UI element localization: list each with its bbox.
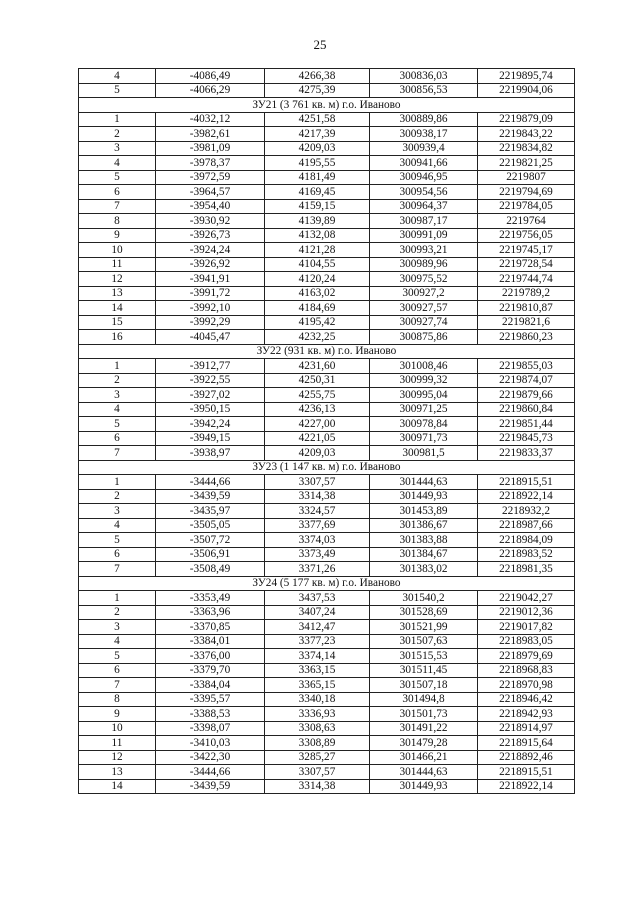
table-row <box>79 112 575 127</box>
y-local-cell: 3285,27 <box>265 750 370 765</box>
y-msk-cell: 2219895,74 <box>478 69 575 84</box>
point-number-cell: 9 <box>79 707 156 722</box>
point-number-cell: 7 <box>79 199 156 214</box>
x-local-cell: -3978,37 <box>156 156 265 171</box>
y-msk-cell: 2218987,66 <box>478 518 575 533</box>
point-number-cell: 4 <box>79 634 156 649</box>
table-row <box>79 185 575 200</box>
y-msk-cell: 2219821,6 <box>478 315 575 330</box>
y-msk-cell: 2219756,05 <box>478 228 575 243</box>
x-local-cell: -3926,92 <box>156 257 265 272</box>
page-number: 25 <box>313 37 327 52</box>
x-msk-cell: 300971,73 <box>370 431 478 446</box>
table-row <box>79 127 575 142</box>
y-local-cell: 4139,89 <box>265 214 370 229</box>
x-local-cell: -3422,30 <box>156 750 265 765</box>
point-number-cell: 6 <box>79 431 156 446</box>
x-local-cell: -3938,97 <box>156 446 265 461</box>
point-number-cell: 10 <box>79 243 156 258</box>
section-header: ЗУ24 (5 177 кв. м) г.о. Иваново <box>79 576 575 591</box>
coordinates-table <box>78 68 575 794</box>
y-msk-cell: 2219845,73 <box>478 431 575 446</box>
point-number-cell: 16 <box>79 330 156 345</box>
point-number-cell: 1 <box>79 359 156 374</box>
y-local-cell: 3307,57 <box>265 475 370 490</box>
x-msk-cell: 300875,86 <box>370 330 478 345</box>
table-row <box>79 315 575 330</box>
x-local-cell: -3981,09 <box>156 141 265 156</box>
x-local-cell: -3398,07 <box>156 721 265 736</box>
y-local-cell: 4266,38 <box>265 69 370 84</box>
x-local-cell: -3379,70 <box>156 663 265 678</box>
x-local-cell: -3384,04 <box>156 678 265 693</box>
point-number-cell: 8 <box>79 692 156 707</box>
y-local-cell: 3374,14 <box>265 649 370 664</box>
y-msk-cell: 2218915,64 <box>478 736 575 751</box>
y-local-cell: 4209,03 <box>265 446 370 461</box>
coordinates-table-body <box>79 69 575 794</box>
point-number-cell: 2 <box>79 127 156 142</box>
x-msk-cell: 300971,25 <box>370 402 478 417</box>
x-local-cell: -3508,49 <box>156 562 265 577</box>
x-msk-cell: 300927,2 <box>370 286 478 301</box>
table-row <box>79 431 575 446</box>
y-msk-cell: 2218970,98 <box>478 678 575 693</box>
table-row <box>79 257 575 272</box>
point-number-cell: 5 <box>79 170 156 185</box>
x-msk-cell: 300938,17 <box>370 127 478 142</box>
point-number-cell: 1 <box>79 591 156 606</box>
x-local-cell: -3384,01 <box>156 634 265 649</box>
x-msk-cell: 300836,03 <box>370 69 478 84</box>
point-number-cell: 6 <box>79 547 156 562</box>
x-local-cell: -4086,49 <box>156 69 265 84</box>
table-row <box>79 83 575 98</box>
y-local-cell: 3377,23 <box>265 634 370 649</box>
point-number-cell: 7 <box>79 678 156 693</box>
y-msk-cell: 2219860,84 <box>478 402 575 417</box>
point-number-cell: 12 <box>79 272 156 287</box>
y-local-cell: 4195,42 <box>265 315 370 330</box>
y-local-cell: 4236,13 <box>265 402 370 417</box>
x-local-cell: -3439,59 <box>156 779 265 794</box>
y-local-cell: 4255,75 <box>265 388 370 403</box>
x-local-cell: -3370,85 <box>156 620 265 635</box>
point-number-cell: 6 <box>79 185 156 200</box>
y-msk-cell: 2219042,27 <box>478 591 575 606</box>
x-msk-cell: 301383,88 <box>370 533 478 548</box>
table-row <box>79 547 575 562</box>
y-local-cell: 4163,02 <box>265 286 370 301</box>
x-local-cell: -4045,47 <box>156 330 265 345</box>
x-local-cell: -3924,24 <box>156 243 265 258</box>
table-row <box>79 721 575 736</box>
point-number-cell: 4 <box>79 518 156 533</box>
x-local-cell: -3992,29 <box>156 315 265 330</box>
table-row <box>79 620 575 635</box>
section-header: ЗУ21 (3 761 кв. м) г.о. Иваново <box>79 98 575 113</box>
y-local-cell: 3308,89 <box>265 736 370 751</box>
y-local-cell: 3371,26 <box>265 562 370 577</box>
x-msk-cell: 301449,93 <box>370 779 478 794</box>
x-local-cell: -3926,73 <box>156 228 265 243</box>
x-local-cell: -3982,61 <box>156 127 265 142</box>
y-local-cell: 3336,93 <box>265 707 370 722</box>
x-msk-cell: 300941,66 <box>370 156 478 171</box>
table-row <box>79 228 575 243</box>
y-msk-cell: 2219904,06 <box>478 83 575 98</box>
y-local-cell: 4184,69 <box>265 301 370 316</box>
x-local-cell: -3991,72 <box>156 286 265 301</box>
x-msk-cell: 300978,84 <box>370 417 478 432</box>
y-msk-cell: 2218979,69 <box>478 649 575 664</box>
y-msk-cell: 2218932,2 <box>478 504 575 519</box>
y-local-cell: 4232,25 <box>265 330 370 345</box>
y-msk-cell: 2219879,66 <box>478 388 575 403</box>
x-msk-cell: 301540,2 <box>370 591 478 606</box>
x-msk-cell: 300975,52 <box>370 272 478 287</box>
y-local-cell: 4195,55 <box>265 156 370 171</box>
section-header: ЗУ23 (1 147 кв. м) г.о. Иваново <box>79 460 575 475</box>
section-header-row <box>79 460 575 475</box>
point-number-cell: 3 <box>79 504 156 519</box>
y-local-cell: 4251,58 <box>265 112 370 127</box>
y-local-cell: 3324,57 <box>265 504 370 519</box>
x-local-cell: -3930,92 <box>156 214 265 229</box>
y-local-cell: 4169,45 <box>265 185 370 200</box>
x-msk-cell: 301444,63 <box>370 765 478 780</box>
x-msk-cell: 301507,18 <box>370 678 478 693</box>
point-number-cell: 3 <box>79 141 156 156</box>
y-msk-cell: 2219851,44 <box>478 417 575 432</box>
x-local-cell: -3410,03 <box>156 736 265 751</box>
x-msk-cell: 301444,63 <box>370 475 478 490</box>
point-number-cell: 5 <box>79 533 156 548</box>
y-local-cell: 3377,69 <box>265 518 370 533</box>
y-msk-cell: 2219764 <box>478 214 575 229</box>
y-msk-cell: 2218922,14 <box>478 779 575 794</box>
y-msk-cell: 2219744,74 <box>478 272 575 287</box>
point-number-cell: 14 <box>79 779 156 794</box>
x-msk-cell: 301449,93 <box>370 489 478 504</box>
x-msk-cell: 300991,09 <box>370 228 478 243</box>
y-local-cell: 4275,39 <box>265 83 370 98</box>
point-number-cell: 13 <box>79 765 156 780</box>
y-local-cell: 3365,15 <box>265 678 370 693</box>
y-msk-cell: 2218914,97 <box>478 721 575 736</box>
y-local-cell: 4132,08 <box>265 228 370 243</box>
y-msk-cell: 2218984,09 <box>478 533 575 548</box>
x-msk-cell: 301511,45 <box>370 663 478 678</box>
point-number-cell: 9 <box>79 228 156 243</box>
table-row <box>79 243 575 258</box>
y-local-cell: 4209,03 <box>265 141 370 156</box>
table-row <box>79 736 575 751</box>
x-local-cell: -3927,02 <box>156 388 265 403</box>
point-number-cell: 15 <box>79 315 156 330</box>
y-msk-cell: 2219745,17 <box>478 243 575 258</box>
x-msk-cell: 301466,21 <box>370 750 478 765</box>
x-msk-cell: 301494,8 <box>370 692 478 707</box>
x-local-cell: -3388,53 <box>156 707 265 722</box>
y-msk-cell: 2219789,2 <box>478 286 575 301</box>
x-local-cell: -3922,55 <box>156 373 265 388</box>
x-local-cell: -3435,97 <box>156 504 265 519</box>
y-msk-cell: 2219807 <box>478 170 575 185</box>
x-local-cell: -3395,57 <box>156 692 265 707</box>
y-msk-cell: 2218922,14 <box>478 489 575 504</box>
table-row <box>79 199 575 214</box>
x-msk-cell: 301521,99 <box>370 620 478 635</box>
table-row <box>79 692 575 707</box>
x-local-cell: -3505,05 <box>156 518 265 533</box>
x-local-cell: -3912,77 <box>156 359 265 374</box>
section-header-row <box>79 98 575 113</box>
x-msk-cell: 301453,89 <box>370 504 478 519</box>
y-msk-cell: 2218915,51 <box>478 765 575 780</box>
point-number-cell: 13 <box>79 286 156 301</box>
y-local-cell: 3314,38 <box>265 779 370 794</box>
y-msk-cell: 2219794,69 <box>478 185 575 200</box>
x-local-cell: -3507,72 <box>156 533 265 548</box>
table-row <box>79 504 575 519</box>
point-number-cell: 5 <box>79 649 156 664</box>
y-local-cell: 4181,49 <box>265 170 370 185</box>
y-msk-cell: 2219843,22 <box>478 127 575 142</box>
y-local-cell: 4104,55 <box>265 257 370 272</box>
table-row <box>79 634 575 649</box>
y-local-cell: 3374,03 <box>265 533 370 548</box>
x-msk-cell: 300981,5 <box>370 446 478 461</box>
y-local-cell: 3407,24 <box>265 605 370 620</box>
y-local-cell: 3437,53 <box>265 591 370 606</box>
table-row <box>79 402 575 417</box>
table-row <box>79 533 575 548</box>
point-number-cell: 12 <box>79 750 156 765</box>
x-local-cell: -3363,96 <box>156 605 265 620</box>
y-msk-cell: 2219860,23 <box>478 330 575 345</box>
x-msk-cell: 301528,69 <box>370 605 478 620</box>
x-msk-cell: 301383,02 <box>370 562 478 577</box>
y-msk-cell: 2218946,42 <box>478 692 575 707</box>
point-number-cell: 1 <box>79 475 156 490</box>
table-row <box>79 446 575 461</box>
table-row <box>79 417 575 432</box>
x-local-cell: -3949,15 <box>156 431 265 446</box>
x-local-cell: -3950,15 <box>156 402 265 417</box>
x-local-cell: -3444,66 <box>156 475 265 490</box>
y-msk-cell: 2219821,25 <box>478 156 575 171</box>
table-row <box>79 214 575 229</box>
table-row <box>79 330 575 345</box>
x-msk-cell: 301384,67 <box>370 547 478 562</box>
x-msk-cell: 300946,95 <box>370 170 478 185</box>
y-msk-cell: 2219855,03 <box>478 359 575 374</box>
x-msk-cell: 300927,57 <box>370 301 478 316</box>
table-row <box>79 156 575 171</box>
x-msk-cell: 300939,4 <box>370 141 478 156</box>
y-msk-cell: 2218915,51 <box>478 475 575 490</box>
point-number-cell: 7 <box>79 562 156 577</box>
x-msk-cell: 300987,17 <box>370 214 478 229</box>
x-local-cell: -3506,91 <box>156 547 265 562</box>
y-msk-cell: 2218892,46 <box>478 750 575 765</box>
y-msk-cell: 2219012,36 <box>478 605 575 620</box>
point-number-cell: 8 <box>79 214 156 229</box>
x-msk-cell: 300989,96 <box>370 257 478 272</box>
table-row <box>79 707 575 722</box>
y-msk-cell: 2218968,83 <box>478 663 575 678</box>
table-row <box>79 750 575 765</box>
x-local-cell: -3942,24 <box>156 417 265 432</box>
y-local-cell: 4159,15 <box>265 199 370 214</box>
x-msk-cell: 301008,46 <box>370 359 478 374</box>
table-row <box>79 141 575 156</box>
point-number-cell: 7 <box>79 446 156 461</box>
y-local-cell: 3308,63 <box>265 721 370 736</box>
point-number-cell: 2 <box>79 373 156 388</box>
table-row <box>79 388 575 403</box>
point-number-cell: 1 <box>79 112 156 127</box>
section-header-row <box>79 344 575 359</box>
point-number-cell: 11 <box>79 736 156 751</box>
y-msk-cell: 2218983,52 <box>478 547 575 562</box>
table-row <box>79 489 575 504</box>
y-msk-cell: 2219879,09 <box>478 112 575 127</box>
x-msk-cell: 301491,22 <box>370 721 478 736</box>
y-msk-cell: 2219833,37 <box>478 446 575 461</box>
x-local-cell: -3444,66 <box>156 765 265 780</box>
x-msk-cell: 300954,56 <box>370 185 478 200</box>
table-row <box>79 663 575 678</box>
x-local-cell: -3992,10 <box>156 301 265 316</box>
y-msk-cell: 2219017,82 <box>478 620 575 635</box>
table-row <box>79 649 575 664</box>
table-row <box>79 272 575 287</box>
x-msk-cell: 300964,37 <box>370 199 478 214</box>
point-number-cell: 6 <box>79 663 156 678</box>
table-row <box>79 562 575 577</box>
table-row <box>79 605 575 620</box>
x-msk-cell: 300995,04 <box>370 388 478 403</box>
y-local-cell: 3412,47 <box>265 620 370 635</box>
x-msk-cell: 300999,32 <box>370 373 478 388</box>
table-row <box>79 359 575 374</box>
y-local-cell: 3314,38 <box>265 489 370 504</box>
y-local-cell: 4231,60 <box>265 359 370 374</box>
y-msk-cell: 2218981,35 <box>478 562 575 577</box>
y-msk-cell: 2218942,93 <box>478 707 575 722</box>
y-local-cell: 4221,05 <box>265 431 370 446</box>
x-msk-cell: 300889,86 <box>370 112 478 127</box>
table-row <box>79 518 575 533</box>
x-local-cell: -3941,91 <box>156 272 265 287</box>
table-row <box>79 475 575 490</box>
point-number-cell: 3 <box>79 388 156 403</box>
y-local-cell: 4250,31 <box>265 373 370 388</box>
point-number-cell: 14 <box>79 301 156 316</box>
table-row <box>79 69 575 84</box>
point-number-cell: 4 <box>79 69 156 84</box>
table-row <box>79 373 575 388</box>
x-msk-cell: 300856,53 <box>370 83 478 98</box>
y-msk-cell: 2219834,82 <box>478 141 575 156</box>
y-local-cell: 4227,00 <box>265 417 370 432</box>
point-number-cell: 4 <box>79 402 156 417</box>
x-msk-cell: 301386,67 <box>370 518 478 533</box>
x-local-cell: -4066,29 <box>156 83 265 98</box>
y-local-cell: 3363,15 <box>265 663 370 678</box>
y-msk-cell: 2219810,87 <box>478 301 575 316</box>
y-msk-cell: 2218983,05 <box>478 634 575 649</box>
table-row <box>79 301 575 316</box>
point-number-cell: 4 <box>79 156 156 171</box>
x-local-cell: -3439,59 <box>156 489 265 504</box>
x-msk-cell: 300927,74 <box>370 315 478 330</box>
table-row <box>79 286 575 301</box>
x-local-cell: -3376,00 <box>156 649 265 664</box>
x-msk-cell: 300993,21 <box>370 243 478 258</box>
table-row <box>79 591 575 606</box>
section-header-row <box>79 576 575 591</box>
x-local-cell: -4032,12 <box>156 112 265 127</box>
x-local-cell: -3964,57 <box>156 185 265 200</box>
point-number-cell: 10 <box>79 721 156 736</box>
point-number-cell: 2 <box>79 489 156 504</box>
y-msk-cell: 2219784,05 <box>478 199 575 214</box>
table-row <box>79 779 575 794</box>
point-number-cell: 3 <box>79 620 156 635</box>
y-local-cell: 4121,28 <box>265 243 370 258</box>
x-local-cell: -3353,49 <box>156 591 265 606</box>
point-number-cell: 5 <box>79 83 156 98</box>
x-local-cell: -3972,59 <box>156 170 265 185</box>
x-local-cell: -3954,40 <box>156 199 265 214</box>
y-local-cell: 3340,18 <box>265 692 370 707</box>
y-local-cell: 3373,49 <box>265 547 370 562</box>
y-msk-cell: 2219874,07 <box>478 373 575 388</box>
table-row <box>79 170 575 185</box>
table-row <box>79 765 575 780</box>
point-number-cell: 5 <box>79 417 156 432</box>
table-row <box>79 678 575 693</box>
section-header: ЗУ22 (931 кв. м) г.о. Иваново <box>79 344 575 359</box>
y-local-cell: 4120,24 <box>265 272 370 287</box>
point-number-cell: 2 <box>79 605 156 620</box>
x-msk-cell: 301479,28 <box>370 736 478 751</box>
y-msk-cell: 2219728,54 <box>478 257 575 272</box>
x-msk-cell: 301515,53 <box>370 649 478 664</box>
x-msk-cell: 301501,73 <box>370 707 478 722</box>
point-number-cell: 11 <box>79 257 156 272</box>
y-local-cell: 4217,39 <box>265 127 370 142</box>
x-msk-cell: 301507,63 <box>370 634 478 649</box>
y-local-cell: 3307,57 <box>265 765 370 780</box>
